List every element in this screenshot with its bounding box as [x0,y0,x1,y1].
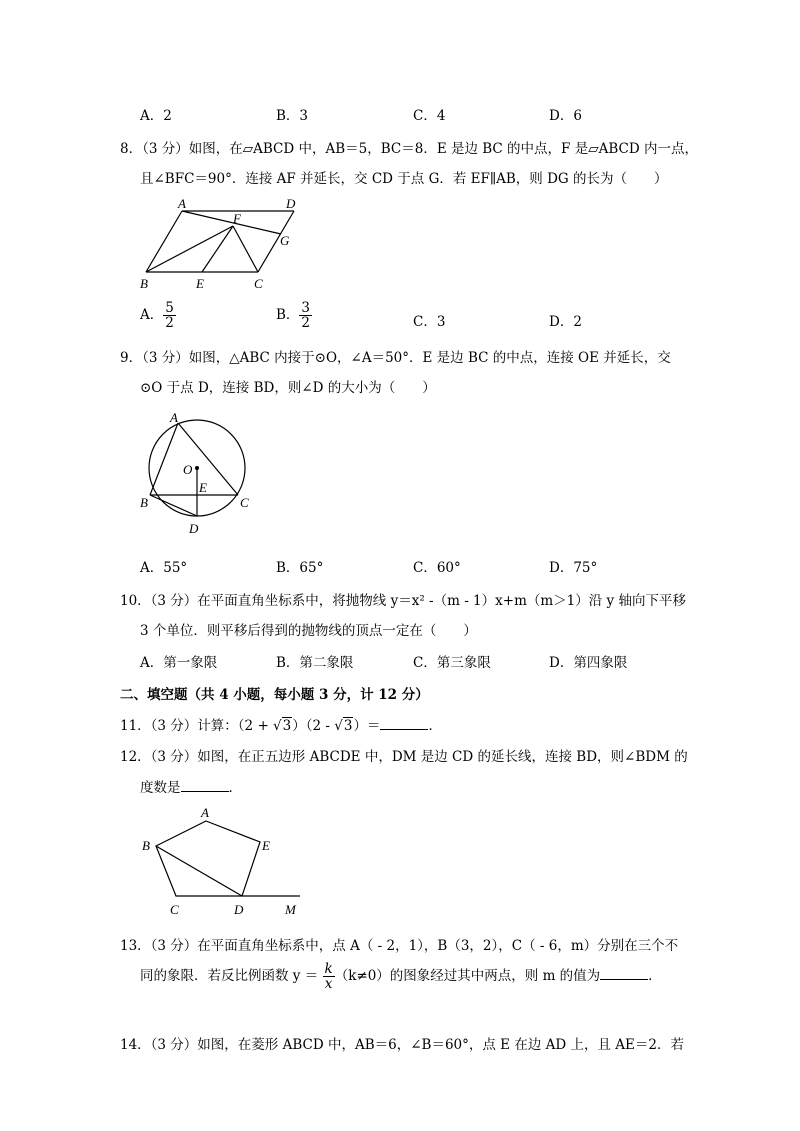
q8-parallelogram-figure [136,192,308,294]
q12-pentagon-figure [136,804,308,920]
q8-label-f: F [233,211,241,226]
q13-answer-blank[interactable] [600,967,648,980]
q9-option-b: B．65° [276,560,324,576]
q13-line2-prefix: 同的象限．若反比例函数 y ＝ [140,968,323,985]
q8-option-b [276,301,312,330]
q7-option-a: A．2 [140,108,172,124]
q9-label-a: A [170,410,178,425]
q8-option-d: D．2 [549,314,582,330]
q9-label-b: B [140,495,148,510]
q12-line2-end: ． [228,780,242,796]
q8-stem-line1: 8．（3 分）如图，在▱ABCD 中，AB＝5，BC＝8．E 是边 BC 的中点，F 是▱ABCD 内一点， [120,141,698,157]
q7-option-d: D．6 [549,108,582,124]
q11-answer-blank[interactable] [380,717,428,730]
q8-stem-line2: 且∠BFC＝90°．连接 AF 并延长，交 CD 于点 G．若 EF∥AB，则 DG 的长为（ ） [140,171,668,187]
q9-stem-line1: 9．（3 分）如图，△ABC 内接于⊙O，∠A＝50°．E 是边 BC 的中点，连接 OE 并延长，交 [120,350,671,366]
q7-option-b: B．3 [276,108,309,124]
q13-stem-line1: 13．（3 分）在平面直角坐标系中，点 A（ - 2，1），B（3，2），C（ - 6，m）分别在三个不 [120,938,679,954]
q14-stem-line1: 14．（3 分）如图，在菱形 ABCD 中，AB＝6，∠B＝60°，点 E 在边 AD 上，且 AE＝2．若 [120,1037,684,1053]
q9-label-e: E [199,480,207,495]
q12-line2-prefix: 度数是 [140,780,181,796]
q10-option-c: C．第三象限 [413,655,491,671]
q8-option-b-denominator: 2 [301,315,311,332]
q12-stem-line1: 12．（3 分）如图，在正五边形 ABCDE 中，DM 是边 CD 的延长线，连接 BD，则∠BDM 的 [120,749,688,765]
q12-label-b: B [142,838,150,853]
q10-stem-line1: 10．（3 分）在平面直角坐标系中，将抛物线 y＝x² -（m - 1）x+m（m＞1）沿 y 轴向下平移 [120,593,686,609]
q9-option-d: D．75° [549,560,598,576]
q9-circle-figure [136,404,260,540]
q8-option-a-letter: A． [140,307,164,324]
q9-option-a: A．55° [140,560,188,576]
q12-label-a: A [201,805,209,820]
q9-label-c: C [240,495,249,510]
q8-label-b: B [140,276,148,291]
q8-option-a [140,301,176,330]
q8-label-c: C [254,276,263,291]
q13-line2-end: ． [648,968,662,985]
q9-center-point [195,466,199,470]
q8-option-a-numerator: 5 [165,300,174,316]
q12-label-m: M [285,902,296,917]
q13-fraction-denominator: x [324,976,333,993]
q12-label-e: E [262,838,270,853]
q8-option-b-numerator: 3 [301,300,311,316]
q8-option-a-denominator: 2 [165,315,174,332]
q9-label-o: O [183,462,193,477]
q9-option-c: C．60° [413,560,461,576]
q8-option-c: C．3 [413,314,446,330]
q13-fraction-numerator: k [324,961,333,977]
q8-label-d: D [286,196,296,211]
q8-option-b-letter: B． [276,307,300,324]
q13-line2-mid: （k≠0）的图象经过其中两点，则 m 的值为 [334,968,601,985]
q10-option-a: A．第一象限 [140,655,218,671]
q11-sqrt-1: 3 [282,718,292,734]
q9-stem-line2: ⊙O 于点 D，连接 BD，则∠D 的大小为（ ） [140,380,436,396]
q12-label-c: C [170,902,179,917]
q12-label-d: D [234,902,244,917]
q10-stem-line2: 3 个单位．则平移后得到的抛物线的顶点一定在（ ） [140,623,477,639]
q8-label-g: G [280,233,290,248]
q10-option-d: D．第四象限 [549,655,628,671]
q10-option-b: B．第二象限 [276,655,354,671]
section-2-title: 二、填空题（共 4 小题，每小题 3 分，计 12 分） [120,687,429,703]
q11-stem: 11．（3 分）计算：（2 + √3）（2 - √3）＝ ． [120,718,442,734]
q12-answer-blank[interactable] [181,779,229,792]
q11-end: ． [428,718,442,734]
q9-label-d: D [189,521,199,536]
q11-middle: ）（2 - [292,718,335,734]
q11-sqrt-2: 3 [343,718,353,734]
q8-label-a: A [178,196,186,211]
q7-option-c: C．4 [413,108,446,124]
q8-label-e: E [196,276,204,291]
q12-stem-line2 [140,776,242,796]
q13-stem-line2 [140,962,662,991]
q11-prefix: 11．（3 分）计算：（2 + [120,718,274,734]
q11-suffix: ）＝ [353,718,381,734]
